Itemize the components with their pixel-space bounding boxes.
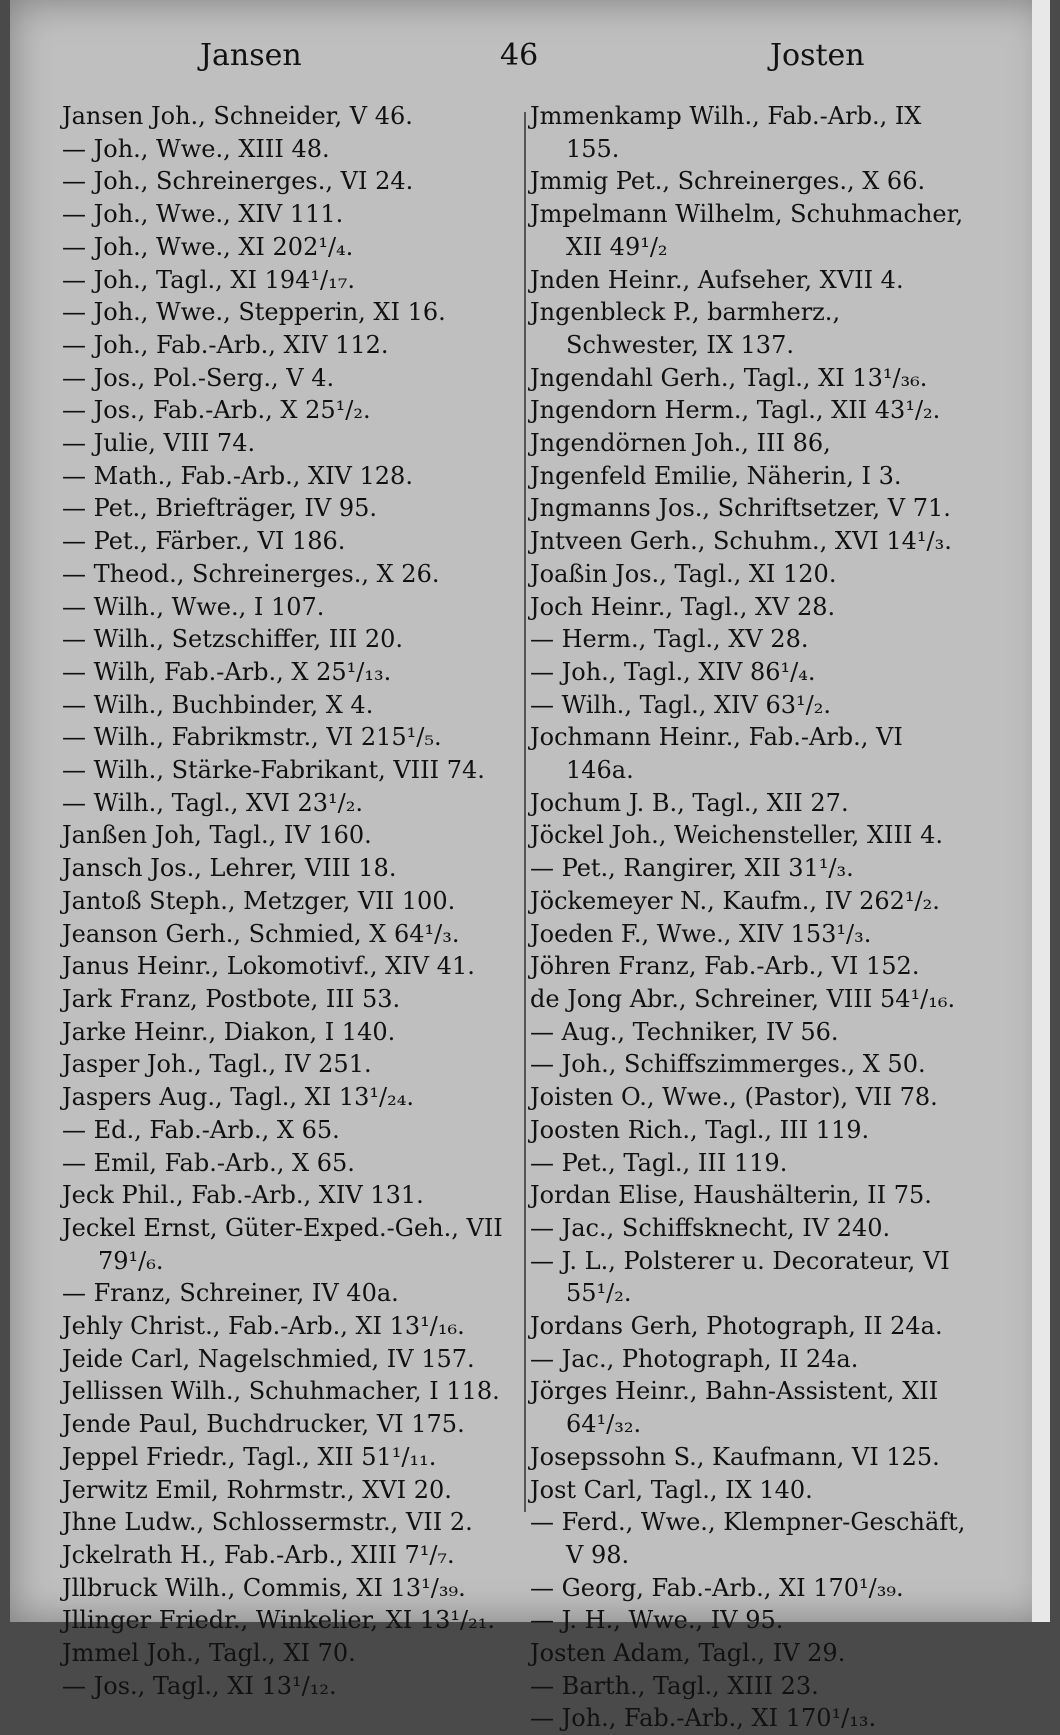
directory-entry: — Emil, Fab.-Arb., X 65. bbox=[62, 1148, 355, 1177]
directory-entry: — Barth., Tagl., XIII 23. bbox=[530, 1671, 819, 1700]
directory-entry: Jerwitz Emil, Rohrmstr., XVI 20. bbox=[62, 1475, 452, 1504]
directory-entry: Joeden F., Wwe., XIV 153¹/₃. bbox=[530, 919, 872, 948]
directory-entry: Joosten Rich., Tagl., III 119. bbox=[530, 1115, 870, 1144]
directory-entry: Jarke Heinr., Diakon, I 140. bbox=[62, 1017, 396, 1046]
directory-entry: — Joh., Wwe., XI 202¹/₄. bbox=[62, 232, 354, 261]
directory-entry: Jörges Heinr., Bahn-Assistent, XII 64¹/₃₂. bbox=[530, 1377, 939, 1439]
directory-entry: — Wilh., Setzschiffer, III 20. bbox=[62, 625, 403, 654]
directory-entry: Jngendörnen Joh., III 86, bbox=[530, 429, 831, 458]
directory-entry: — Wilh., Tagl., XIV 63¹/₂. bbox=[530, 690, 831, 719]
directory-entry: — Ferd., Wwe., Klempner-Geschäft, V 98. bbox=[530, 1508, 966, 1569]
directory-entry: — Wilh., Buchbinder, X 4. bbox=[62, 690, 374, 719]
right-column bbox=[530, 100, 970, 1735]
directory-entry: Jmmenkamp Wilh., Fab.-Arb., IX 155. bbox=[530, 102, 922, 163]
directory-entry: — Joh., Fab.-Arb., XI 170¹/₁₃. bbox=[530, 1704, 877, 1733]
directory-entry: — Jac., Schiffsknecht, IV 240. bbox=[530, 1213, 891, 1242]
page-number: 46 bbox=[500, 38, 539, 73]
directory-entry: Jeanson Gerh., Schmied, X 64¹/₃. bbox=[62, 919, 460, 948]
directory-entry: Jmmel Joh., Tagl., XI 70. bbox=[62, 1639, 356, 1668]
directory-entry: Jllinger Friedr., Winkelier, XI 13¹/₂₁. bbox=[62, 1606, 495, 1635]
directory-entry: Janus Heinr., Lokomotivf., XIV 41. bbox=[62, 952, 475, 981]
directory-entry: Joisten O., Wwe., (Pastor), VII 78. bbox=[530, 1083, 938, 1112]
directory-entry: Jeck Phil., Fab.-Arb., XIV 131. bbox=[62, 1181, 424, 1210]
directory-entry: Jeide Carl, Nagelschmied, IV 157. bbox=[62, 1344, 475, 1373]
directory-entry: Jansen Joh., Schneider, V 46. bbox=[62, 102, 413, 130]
directory-entry: Jeckel Ernst, Güter-Exped.-Geh., VII 79¹/₆. bbox=[62, 1213, 503, 1275]
directory-entry: Joaßin Jos., Tagl., XI 120. bbox=[530, 559, 837, 588]
directory-entry: Jngmanns Jos., Schriftsetzer, V 71. bbox=[530, 494, 951, 523]
directory-entry: Jngenfeld Emilie, Näherin, I 3. bbox=[530, 461, 902, 490]
directory-entry: Jöckemeyer N., Kaufm., IV 262¹/₂. bbox=[530, 886, 940, 915]
directory-entry: Jhne Ludw., Schlossermstr., VII 2. bbox=[62, 1508, 473, 1537]
directory-entry: Jngenbleck P., barmherz., Schwester, IX 137. bbox=[530, 298, 841, 359]
directory-entry: Josepssohn S., Kaufmann, VI 125. bbox=[530, 1442, 940, 1471]
directory-entry: — Pet., Rangirer, XII 31¹/₃. bbox=[530, 854, 854, 883]
directory-entry: Jochum J. B., Tagl., XII 27. bbox=[530, 788, 849, 817]
directory-entry: — Pet., Tagl., III 119. bbox=[530, 1148, 788, 1177]
directory-entry: Jckelrath H., Fab.-Arb., XIII 7¹/₇. bbox=[62, 1540, 455, 1569]
directory-entry: de Jong Abr., Schreiner, VIII 54¹/₁₆. bbox=[530, 984, 956, 1013]
directory-entry: Jaspers Aug., Tagl., XI 13¹/₂₄. bbox=[62, 1083, 414, 1112]
directory-entry: — Jos., Tagl., XI 13¹/₁₂. bbox=[62, 1671, 337, 1700]
directory-entry: Jost Carl, Tagl., IX 140. bbox=[530, 1475, 813, 1504]
directory-entry: Jngendorn Herm., Tagl., XII 43¹/₂. bbox=[530, 396, 941, 425]
directory-entry: Jmmig Pet., Schreinerges., X 66. bbox=[530, 167, 926, 196]
page-edge bbox=[1032, 0, 1050, 1622]
directory-entry: — Pet., Färber., VI 186. bbox=[62, 527, 346, 556]
directory-page bbox=[10, 0, 1050, 1733]
directory-entry: Jansch Jos., Lehrer, VIII 18. bbox=[62, 854, 397, 883]
directory-entry: — Wilh., Tagl., XVI 23¹/₂. bbox=[62, 788, 363, 817]
directory-entry: Jasper Joh., Tagl., IV 251. bbox=[62, 1050, 372, 1079]
directory-entry: — Jac., Photograph, II 24a. bbox=[530, 1344, 859, 1373]
directory-entry: Jllbruck Wilh., Commis, XI 13¹/₃₉. bbox=[62, 1573, 466, 1602]
directory-entry: — Joh., Fab.-Arb., XIV 112. bbox=[62, 330, 389, 359]
directory-entry: Jmpelmann Wilhelm, Schuhmacher, XII 49¹/₂ bbox=[530, 200, 964, 261]
directory-entry: Janßen Joh, Tagl., IV 160. bbox=[62, 821, 372, 850]
directory-entry: — Joh., Wwe., XIII 48. bbox=[62, 134, 330, 163]
directory-entry: Jngendahl Gerh., Tagl., XI 13¹/₃₆. bbox=[530, 363, 928, 392]
directory-entry: — Wilh, Fab.-Arb., X 25¹/₁₃. bbox=[62, 657, 392, 686]
directory-entry: — J. L., Polsterer u. Decorateur, VI 55¹/₂. bbox=[530, 1246, 950, 1308]
directory-entry: Jende Paul, Buchdrucker, VI 175. bbox=[62, 1410, 465, 1439]
directory-entry: — Joh., Wwe., Stepperin, XI 16. bbox=[62, 298, 446, 327]
directory-entry: — Jos., Fab.-Arb., X 25¹/₂. bbox=[62, 396, 371, 425]
directory-entry: Jark Franz, Postbote, III 53. bbox=[62, 984, 401, 1013]
directory-entry: — Math., Fab.-Arb., XIV 128. bbox=[62, 461, 413, 490]
directory-entry: — Julie, VIII 74. bbox=[62, 429, 256, 458]
directory-entry: Jantoß Steph., Metzger, VII 100. bbox=[62, 886, 456, 915]
directory-entry: — Joh., Schreinerges., VI 24. bbox=[62, 167, 414, 196]
directory-entry: — Joh., Tagl., XI 194¹/₁₇. bbox=[62, 265, 356, 294]
header-right-keyword: Josten bbox=[770, 38, 865, 73]
directory-entry: — Pet., Briefträger, IV 95. bbox=[62, 494, 377, 523]
directory-entry: Jehly Christ., Fab.-Arb., XI 13¹/₁₆. bbox=[62, 1312, 465, 1341]
directory-entry: Jöhren Franz, Fab.-Arb., VI 152. bbox=[530, 952, 920, 981]
directory-entry: — Georg, Fab.-Arb., XI 170¹/₃₉. bbox=[530, 1573, 904, 1602]
directory-entry: — Wilh., Wwe., I 107. bbox=[62, 592, 325, 621]
directory-entry: — Joh., Schiffszimmerges., X 50. bbox=[530, 1050, 926, 1079]
directory-entry: — Ed., Fab.-Arb., X 65. bbox=[62, 1115, 340, 1144]
directory-entry: — Wilh., Stärke-Fabrikant, VIII 74. bbox=[62, 756, 485, 785]
left-column bbox=[62, 100, 512, 1702]
directory-entry: — Aug., Techniker, IV 56. bbox=[530, 1017, 839, 1046]
directory-entry: Josten Adam, Tagl., IV 29. bbox=[530, 1639, 846, 1668]
page-header bbox=[10, 38, 1050, 88]
header-left-keyword: Jansen bbox=[200, 38, 302, 73]
directory-entry: Jordan Elise, Haushälterin, II 75. bbox=[530, 1181, 932, 1210]
directory-entry: Jnden Heinr., Aufseher, XVII 4. bbox=[530, 265, 904, 294]
directory-entry: Jöckel Joh., Weichensteller, XIII 4. bbox=[530, 821, 943, 850]
directory-entry: — Franz, Schreiner, IV 40a. bbox=[62, 1279, 399, 1308]
directory-entry: — Joh., Tagl., XIV 86¹/₄. bbox=[530, 657, 816, 686]
directory-entry: Jellissen Wilh., Schuhmacher, I 118. bbox=[62, 1377, 500, 1406]
directory-entry: — Theod., Schreinerges., X 26. bbox=[62, 559, 440, 588]
directory-entry: — Jos., Pol.-Serg., V 4. bbox=[62, 363, 335, 392]
directory-entry: Joch Heinr., Tagl., XV 28. bbox=[530, 592, 836, 621]
directory-entry: Jeppel Friedr., Tagl., XII 51¹/₁₁. bbox=[62, 1442, 437, 1471]
directory-entry: — Joh., Wwe., XIV 111. bbox=[62, 200, 344, 229]
directory-entry: — Herm., Tagl., XV 28. bbox=[530, 625, 809, 654]
directory-entry: Jordans Gerh, Photograph, II 24a. bbox=[530, 1312, 943, 1341]
directory-entry: Jntveen Gerh., Schuhm., XVI 14¹/₃. bbox=[530, 527, 952, 556]
column-divider bbox=[524, 112, 526, 1512]
directory-entry: Jochmann Heinr., Fab.-Arb., VI 146a. bbox=[530, 723, 903, 785]
directory-entry: — J. H., Wwe., IV 95. bbox=[530, 1606, 784, 1635]
directory-entry: — Wilh., Fabrikmstr., VI 215¹/₅. bbox=[62, 723, 442, 752]
